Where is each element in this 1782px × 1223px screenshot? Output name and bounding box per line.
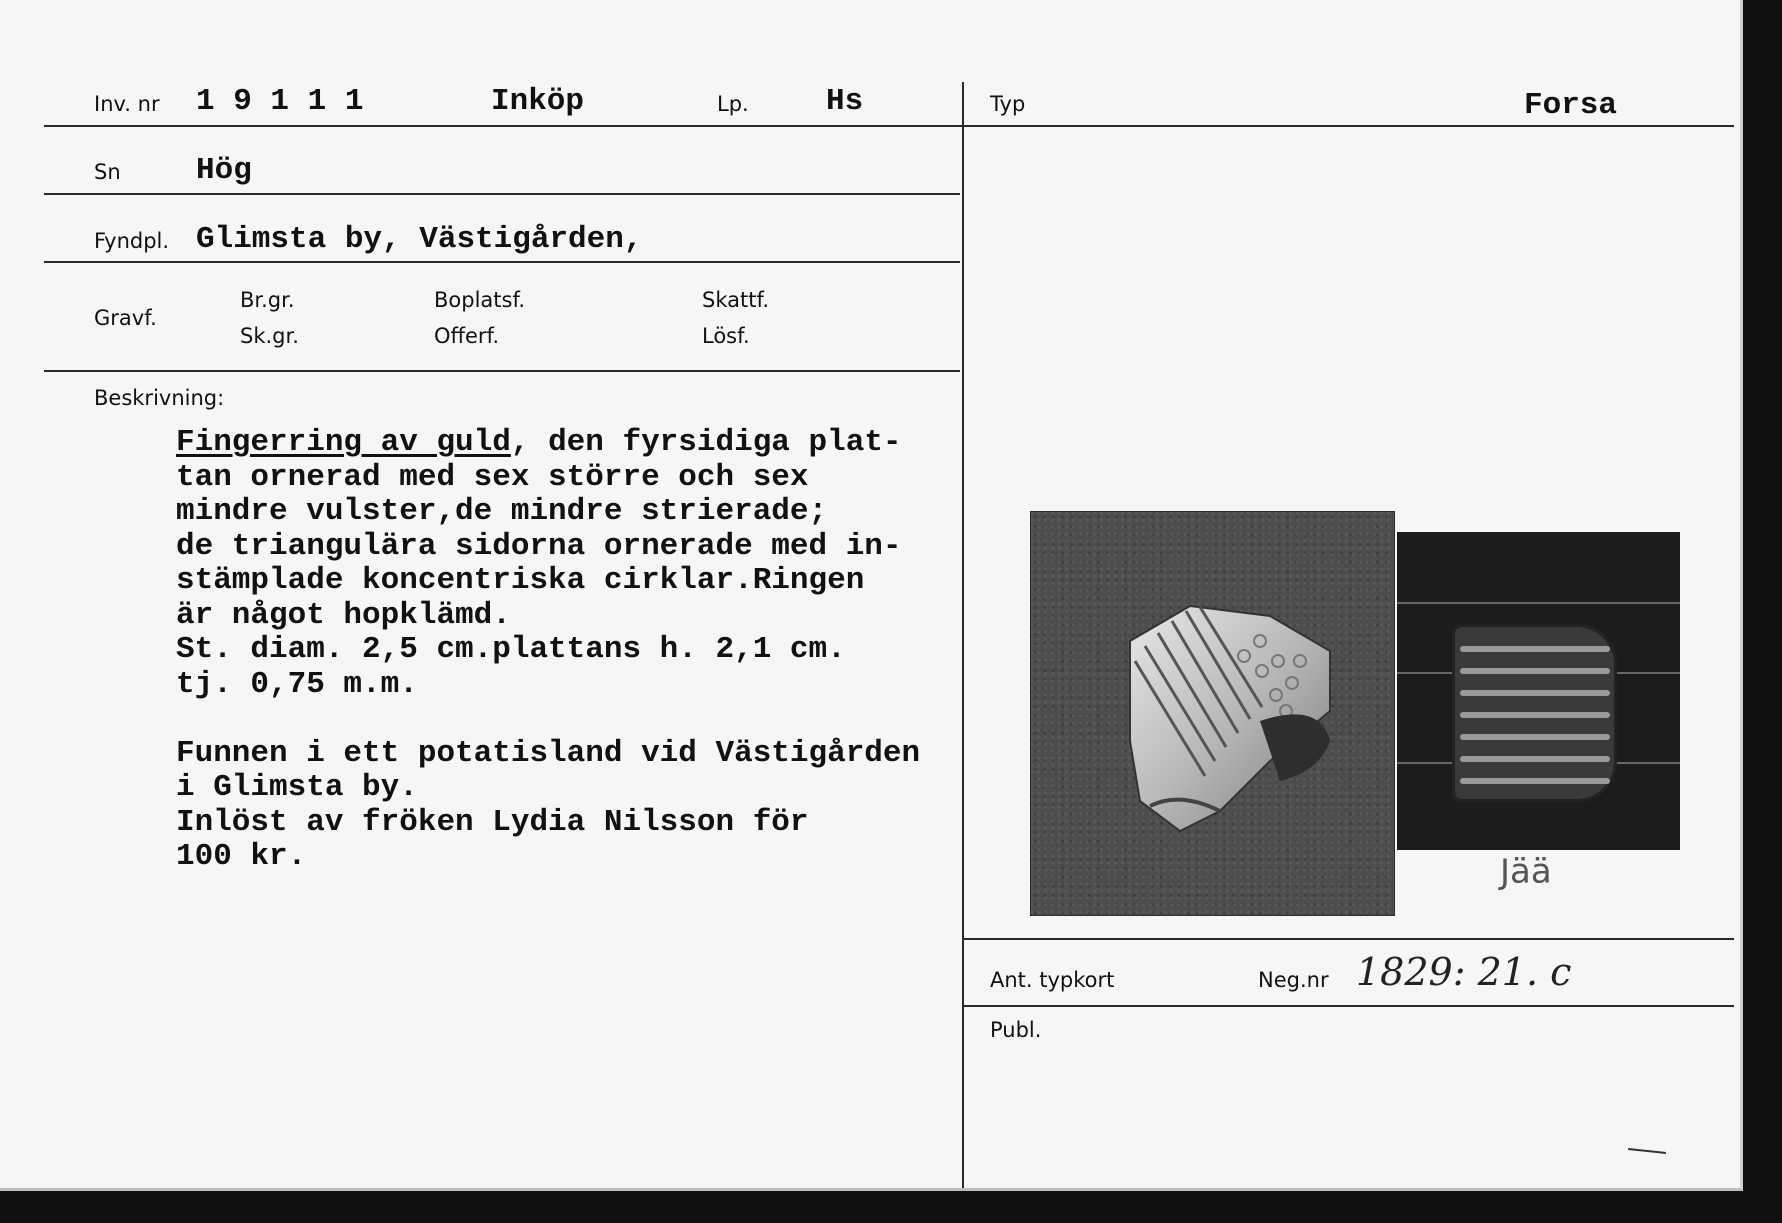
beskrivning-label: Beskrivning: (94, 386, 225, 410)
rule-typkort-top (964, 938, 1734, 940)
description-line: tj. 0,75 m.m. (176, 666, 418, 702)
object-name: Fingerring av guld (176, 425, 511, 460)
gravf-label: Gravf. (94, 306, 157, 330)
fyndpl-label: Fyndpl. (94, 229, 170, 253)
description-line: St. diam. 2,5 cm.plattans h. 2,1 cm. (176, 632, 846, 667)
offerf-label: Offerf. (434, 324, 500, 348)
ring-side-shape (1452, 624, 1617, 802)
typ-value: Forsa (1524, 88, 1618, 123)
inv-nr-value: 1 9 1 1 1 (196, 84, 364, 119)
neg-nr-label: Neg.nr (1258, 968, 1329, 992)
br-gr-label: Br.gr. (240, 288, 295, 312)
description-line: tan ornerad med sex större och sex (176, 459, 809, 495)
losf-label: Lösf. (702, 324, 750, 348)
pencil-mark (1628, 1148, 1666, 1154)
rule-gravf (44, 370, 960, 372)
acquisition-value: Inköp (491, 84, 585, 119)
typ-label: Typ (990, 92, 1026, 116)
photo-caption: Jää (1500, 852, 1552, 892)
ring-photo-side-view (1397, 532, 1680, 850)
description-line: Inlöst av fröken Lydia Nilsson för (176, 804, 809, 840)
description-line (176, 702, 1016, 737)
description-line: mindre vulster,de mindre strierade; (176, 494, 828, 529)
rule-header (44, 125, 1734, 127)
description-line: Funnen i ett potatisland vid Västigården (176, 735, 921, 771)
sn-label: Sn (94, 160, 121, 184)
lp-value: Hs (826, 84, 864, 119)
ring-photo-top-view (1030, 511, 1395, 916)
neg-nr-value: 1829: 21. c (1356, 950, 1572, 994)
description-line: Fingerring av guld, den fyrsidiga plat- (176, 425, 902, 460)
ring-illustration (1030, 511, 1395, 916)
lp-label: Lp. (717, 92, 749, 116)
description-line: stämplade koncentriska cirklar.Ringen (176, 563, 865, 598)
description-line: är något hopklämd. (176, 597, 511, 633)
description-line: 100 kr. (176, 839, 307, 874)
rule-typkort-bottom (964, 1005, 1734, 1007)
description-line: i Glimsta by. (176, 770, 418, 805)
sn-value: Hög (196, 153, 252, 188)
fyndpl-value: Glimsta by, Västigården, (196, 222, 643, 257)
inv-nr-label: Inv. nr (94, 92, 160, 116)
sk-gr-label: Sk.gr. (240, 324, 299, 348)
ant-typkort-label: Ant. typkort (990, 968, 1115, 992)
description-text (176, 426, 1016, 875)
rule-fyndpl (44, 261, 960, 263)
publ-label: Publ. (990, 1018, 1042, 1042)
description-line: de triangulära sidorna ornerade med in- (176, 528, 902, 564)
rule-sn (44, 193, 960, 195)
skattf-label: Skattf. (702, 288, 769, 312)
boplatsf-label: Boplatsf. (434, 288, 526, 312)
